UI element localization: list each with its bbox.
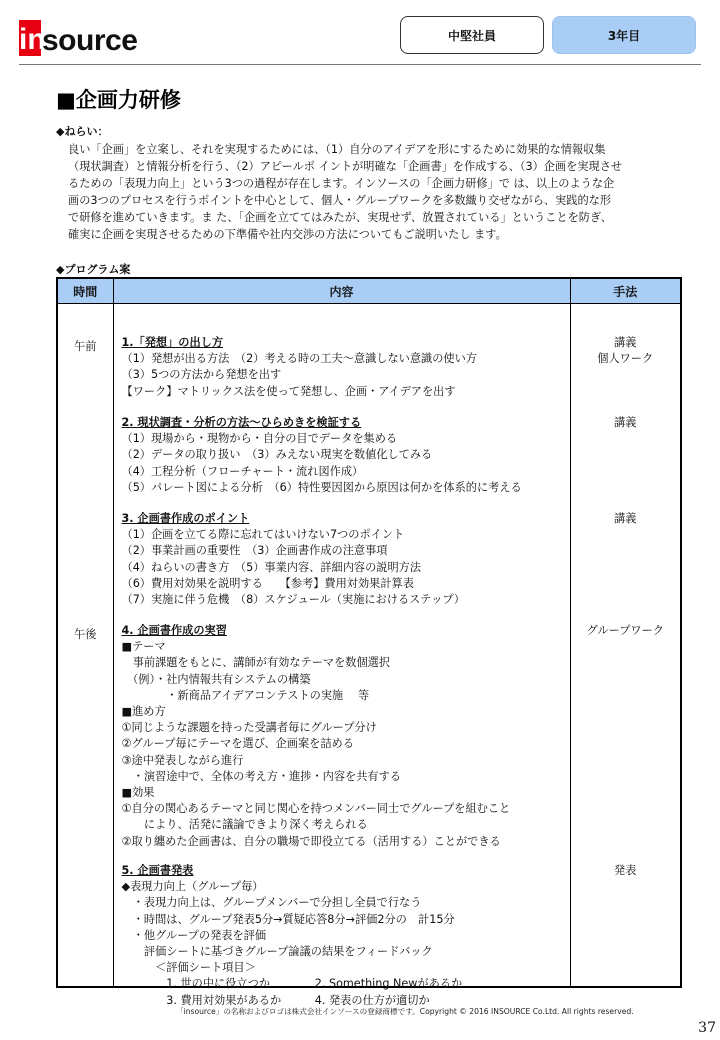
method-3: [571, 511, 681, 527]
section-line: 評価シートに基づきグループ論議の結果をフィードバック: [121, 945, 433, 959]
section-line: ①同じような課題を持った受講者毎にグループ分け: [121, 721, 377, 735]
year-badge: 3年目: [552, 16, 696, 54]
section-line: ②取り纏めた企画書は、自分の職場で即役立てる（活用する）ことができる: [121, 834, 501, 848]
method-4: [571, 623, 681, 639]
aim-line: 確実に企画を実現させるための下準備や社内交渉の方法についてもご説明いたし ます。: [68, 228, 507, 241]
section-line: （例）・社内情報共有システムの構築: [121, 672, 311, 686]
method-label: 講義: [614, 416, 637, 429]
section-3: [122, 511, 465, 608]
aim-line: （現状調査）と情報分析を行う、（2）アピールポ イントが明確な「企画書」を作成する、（3）企画を実現させ: [68, 160, 623, 173]
method-1: [571, 335, 681, 367]
section-line: ◆表現力向上（グループ毎）: [121, 880, 264, 894]
time-column: [57, 304, 113, 988]
section-line: ■進め方: [121, 705, 166, 719]
section-line: （1）現場から・現物から・自分の目でデータを集める: [121, 432, 398, 446]
section-title: 1.「発想」の出し方: [121, 336, 224, 349]
time-am: 午前: [74, 340, 97, 353]
section-line: 事前課題をもとに、講師が有効なテーマを数個選択: [121, 656, 391, 670]
column-header-time: 時間: [57, 278, 113, 304]
page-title: ■企画力研修: [56, 88, 181, 112]
section-line: （1）企画を立てる際に忘れてはいけない7つのポイント: [121, 528, 405, 542]
section-line: ・時間は、グループ発表5分→質疑応答8分→評価2分の 計15分: [121, 912, 455, 926]
section-line: ＜評価シート項目＞: [121, 961, 256, 975]
section-line: ②グループ毎にテーマを選び、企画案を詰める: [121, 737, 354, 751]
copyright-footer: 「insource」の名称およびロゴは株式会社インソースの登録商標です。Copyright © 2016 INSOURCE Co.Ltd. All rights reserved.: [176, 1007, 634, 1016]
logo: [19, 20, 137, 56]
section-line: （3）5つの方法から発想を出す: [121, 368, 282, 382]
aim-text: [68, 141, 648, 243]
column-header-content: 内容: [113, 278, 570, 304]
program-table: [56, 277, 682, 1007]
section-line: ・表現力向上は、グループメンバーで分担し全員で行なう: [121, 896, 422, 910]
section-title: 5. 企画書発表: [121, 864, 194, 877]
section-line: 1. 世の中に役立つか 2. Something Newがあるか: [121, 977, 463, 991]
section-line: （7）実施に伴う危機 （8）スケジュール（実施におけるステップ）: [121, 593, 465, 607]
logo-mark: in: [19, 20, 41, 56]
method-column: [570, 304, 681, 988]
section-title: 3. 企画書作成のポイント: [121, 512, 250, 525]
section-5: [122, 863, 463, 1009]
header-divider: [19, 64, 701, 65]
section-line: ・新商品アイデアコンテストの実施 等: [121, 688, 370, 702]
method-label: 講義: [614, 336, 637, 349]
section-line: ・他グループの発表を評価: [121, 928, 267, 942]
section-line: （2）事業計画の重要性 （3）企画書作成の注意事項: [121, 544, 388, 558]
section-line: （2）データの取り扱い （3）みえない現実を数値化してみる: [121, 448, 433, 462]
method-5: [571, 863, 681, 879]
time-pm: 午後: [74, 628, 97, 641]
section-line: ③途中発表しながら進行: [121, 753, 244, 767]
level-badge: 中堅社員: [400, 16, 544, 54]
method-label: 講義: [614, 512, 637, 525]
section-line: 【ワーク】マトリックス法を使って発想し、企画・アイデアを出す: [121, 384, 456, 398]
aim-line: で研修を進めていきます。ま た、「企画を立ててはみたが、実現せず、放置されている」ということを防ぎ、: [68, 211, 612, 224]
section-4: [122, 623, 511, 850]
aim-line: 良い「企画」を立案し、それを実現するためには、（1）自分のアイデアを形にするために効果的な情報収集: [68, 143, 606, 156]
section-title: 2. 現状調査・分析の方法～ひらめきを検証する: [121, 416, 362, 429]
section-line: （4）工程分析（フローチャート・流れ図作成）: [121, 464, 364, 478]
section-line: ■テーマ: [121, 640, 166, 654]
method-label: グループワーク: [586, 624, 664, 637]
section-line: 3. 費用対効果があるか 4. 発表の仕方が適切か: [121, 993, 430, 1007]
aim-line: 画の3つのプロセスを行うポイントを中心として、個人・グループワークを多数織り交ぜながら、実践的な形: [68, 194, 612, 207]
section-line: ■効果: [121, 786, 155, 800]
logo-text: source: [42, 24, 138, 57]
method-2: [571, 415, 681, 431]
column-header-method: 手法: [570, 278, 681, 304]
aim-heading: ◆ねらい：: [56, 125, 109, 138]
section-line: （4）ねらいの書き方 （5）事業内容、詳細内容の説明方法: [121, 560, 422, 574]
page-number: 37: [698, 1020, 716, 1036]
section-line: （6）費用対効果を説明する 【参考】費用対効果計算表: [121, 576, 414, 590]
section-line: （1）発想が出る方法 （2）考える時の工夫～意識しない意識の使い方: [121, 352, 477, 366]
section-line: ①自分の関心あるテーマと同じ関心を持つメンバー同士でグループを組むこと: [121, 802, 511, 816]
section-line: （5）パレート図による分析 （6）特性要因図から原因は何かを体系的に考える: [121, 480, 522, 494]
content-column: [113, 304, 570, 1007]
section-2: [122, 415, 522, 496]
method-label: 個人ワーク: [597, 352, 654, 366]
section-1: [122, 335, 477, 400]
section-title: 4. 企画書作成の実習: [121, 624, 227, 637]
program-heading: ◆プログラム案: [56, 263, 131, 276]
method-label: 発表: [614, 864, 637, 877]
section-line: ・演習途中で、全体の考え方・進捗・内容を共有する: [121, 769, 401, 783]
aim-line: るための「表現力向上」という3つの過程が存在します。インソースの「企画力研修」で は、以上のような企: [68, 177, 615, 190]
section-line: により、活発に議論できより深く考えられる: [121, 818, 368, 832]
